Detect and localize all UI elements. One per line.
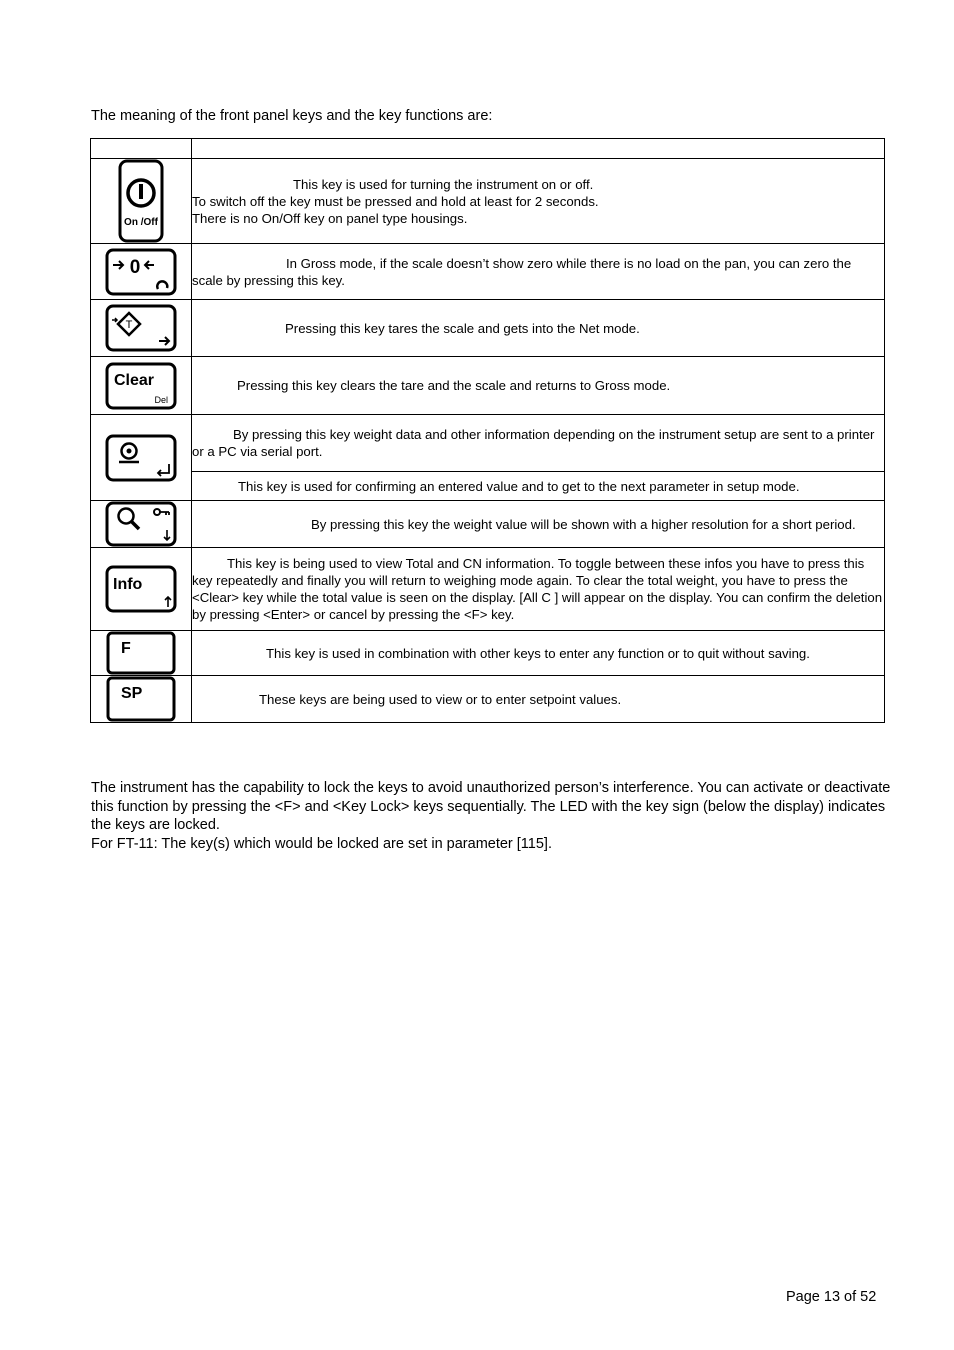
header-key-cell	[91, 139, 192, 159]
tare-key-icon	[105, 304, 177, 352]
description-cell	[192, 501, 885, 548]
info-icon-label: Info	[113, 576, 143, 593]
key-cell	[91, 357, 192, 415]
description-cell	[192, 548, 885, 631]
description-text: These keys are being used to view or to enter setpoint values.	[259, 691, 622, 707]
header-function-cell	[192, 139, 885, 159]
table-row	[91, 472, 885, 501]
f-key-icon	[106, 631, 176, 675]
key-lock-section	[91, 779, 891, 853]
description-text: Pressing this key clears the tare and the scale and returns to Gross mode.	[237, 378, 671, 393]
description-cell	[192, 300, 885, 357]
clear-key-icon	[105, 362, 177, 410]
on-off-key-icon	[118, 159, 164, 243]
key-cell	[91, 631, 192, 676]
key-cell	[91, 548, 192, 631]
key-lock-paragraph: The instrument has the capability to lock the keys to avoid unauthorized person’s interference. You can activate or deactivate this function by pressing the <F> and <Key Lock> keys sequentially. The LED with the key sign (below the display) indicates the keys are locked.	[91, 780, 891, 833]
table-row	[91, 300, 885, 357]
table-row	[91, 159, 885, 244]
description-cell	[192, 676, 885, 723]
key-cell	[91, 159, 192, 244]
description-text: By pressing this key weight data and other information depending on the instrument setup are sent to a printer or a PC via serial port.	[192, 427, 875, 459]
info-key-icon	[105, 565, 177, 613]
description-line: This key is used for turning the instrument on or off.	[293, 176, 594, 192]
ft11-note: For FT-11: The key(s) which would be locked are set in parameter [115].	[91, 835, 552, 852]
table-row	[91, 415, 885, 472]
clear-icon-label: Clear	[114, 371, 155, 389]
description-text: By pressing this key the weight value will be shown with a higher resolution for a short period.	[311, 516, 856, 532]
table-header-row	[91, 139, 885, 159]
key-cell	[91, 676, 192, 723]
key-cell	[91, 415, 192, 501]
f-icon-label: F	[121, 640, 131, 657]
zero-key-icon	[105, 248, 177, 296]
key-cell	[91, 244, 192, 300]
description-cell	[192, 472, 885, 501]
del-icon-label: Del	[154, 394, 168, 405]
intro-text: The meaning of the front panel keys and the key functions are:	[91, 108, 493, 124]
key-cell	[91, 501, 192, 548]
description-text: This key is used for confirming an entered value and to get to the next parameter in setup mode.	[238, 478, 800, 494]
table-row	[91, 676, 885, 723]
sp-icon-label: SP	[121, 685, 143, 702]
key-function-table	[90, 138, 885, 723]
description-line: There is no On/Off key on panel type housings.	[192, 210, 468, 226]
print-enter-key-icon	[105, 434, 177, 482]
description-cell	[192, 631, 885, 676]
page-number: Page 13 of 52	[786, 1289, 877, 1305]
description-text: In Gross mode, if the scale doesn’t show zero while there is no load on the pan, you can zero the scale by pressing this key.	[192, 255, 852, 288]
sp-key-icon	[106, 676, 176, 722]
on-off-icon-label: On /Off	[124, 217, 158, 228]
description-cell	[192, 415, 885, 472]
description-text: This key is used in combination with other keys to enter any function or to quit without saving.	[266, 645, 810, 661]
description-cell	[192, 159, 885, 244]
description-cell	[192, 357, 885, 415]
zero-icon-label: 0	[129, 256, 141, 278]
description-line: To switch off the key must be pressed and hold at least for 2 seconds.	[192, 193, 599, 209]
key-cell	[91, 300, 192, 357]
description-text: This key is being used to view Total and CN information. To toggle between these infos you have to press this key repeatedly and finally you will return to weighing mode again. To clear the total weight, you have to press the <Clear> key while the total value is seen on the display. [All C ] will appear on the display. You can confirm the deletion by pressing <Enter> or cancel by pressing the <F> key.	[192, 556, 883, 622]
magnify-key-icon	[105, 501, 177, 547]
description-text: Pressing this key tares the scale and gets into the Net mode.	[285, 320, 640, 336]
description-cell	[192, 244, 885, 300]
table-row	[91, 548, 885, 631]
table-row	[91, 357, 885, 415]
table-row	[91, 631, 885, 676]
tare-icon-label: T	[125, 319, 133, 331]
table-row	[91, 501, 885, 548]
table-row	[91, 244, 885, 300]
